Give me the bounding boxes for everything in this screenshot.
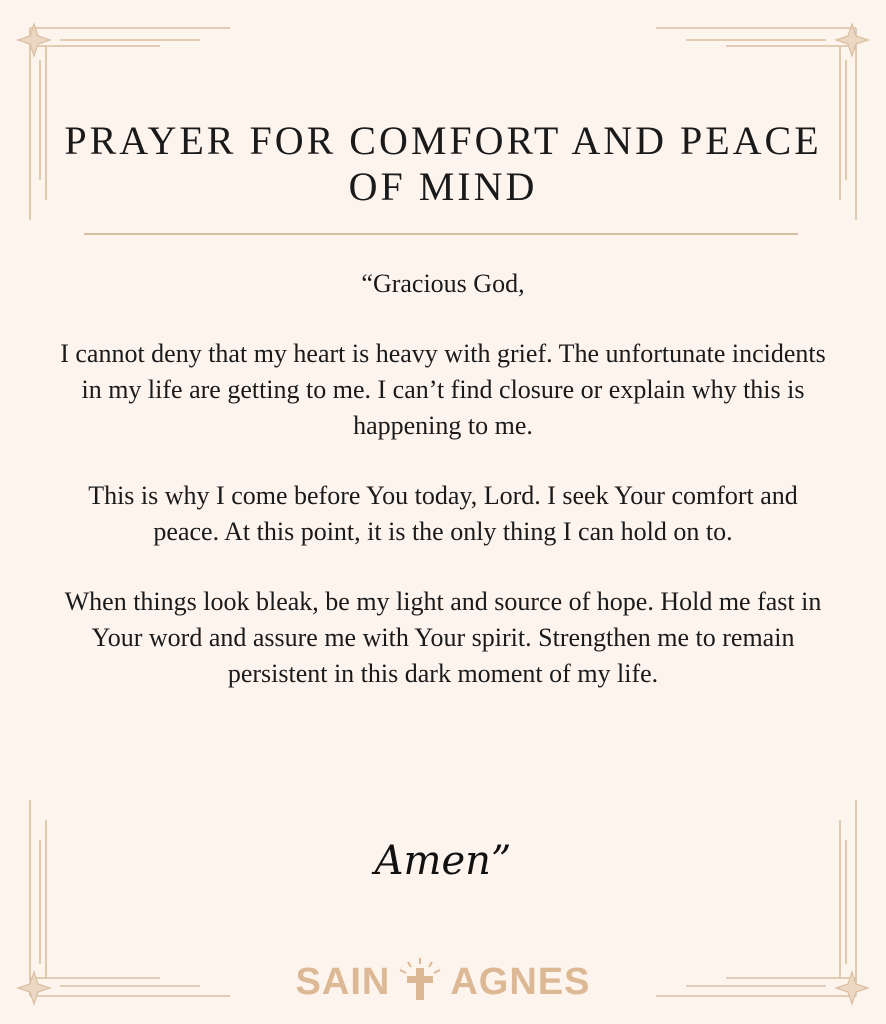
divider (84, 233, 798, 235)
prayer-paragraph: This is why I come before You today, Lord. I seek Your comfort and peace. At this point, it is the only thing I can hold on to. (88, 481, 798, 546)
brand-left: SAIN (295, 961, 391, 1003)
page-title: PRAYER FOR COMFORT AND PEACE OF MIND (64, 118, 822, 209)
brand-logo (0, 956, 886, 1004)
brand-right: AGNES (450, 961, 591, 1003)
prayer-paragraph: I cannot deny that my heart is heavy with grief. The unfortunate incidents in my life are getting to me. I can’t find closure or explain why this is happening to me. (60, 339, 826, 440)
prayer-paragraph: When things look bleak, be my light and source of hope. Hold me fast in Your word and assure me with Your spirit. Strengthen me to remain persistent in this dark moment of my life. (64, 587, 822, 688)
cross-icon (390, 956, 450, 1002)
closing-amen: Amen” (374, 838, 512, 884)
prayer-body (60, 266, 826, 726)
prayer-paragraph: “Gracious God, (361, 269, 525, 298)
